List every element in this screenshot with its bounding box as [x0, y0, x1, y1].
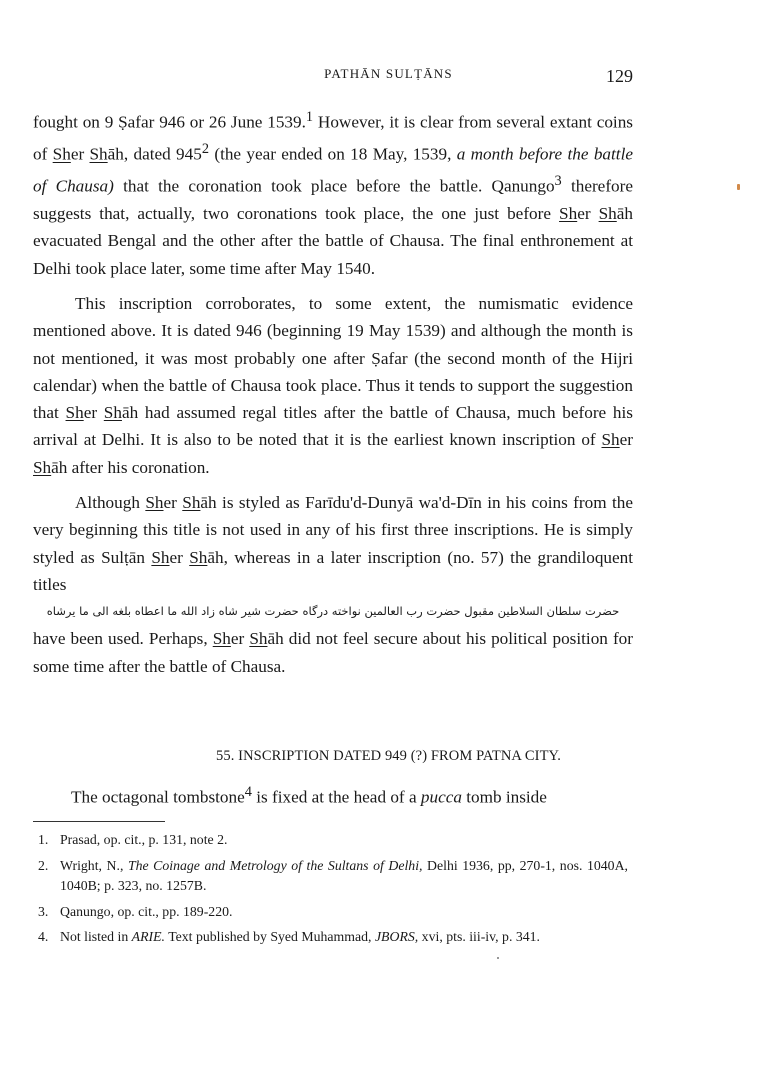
text-span: Delhi 1936, pp, 270-1, nos. 1040A, 1040B; p. 323, no. 1257B. — [60, 857, 628, 893]
underlined-digraph: Sh — [559, 204, 578, 224]
footnote-text: Qanungo, op. cit., pp. 189-220. — [60, 903, 233, 919]
text-span: er — [169, 547, 190, 567]
footnote-ref-2: 2 — [201, 141, 210, 158]
footnote-4 — [38, 927, 628, 948]
underlined-digraph: Sh — [145, 493, 164, 513]
footnote-3 — [38, 902, 628, 923]
text-span: āh, dated 945 — [107, 144, 202, 164]
text-span: Wright, N., — [60, 857, 128, 873]
underlined-digraph: Sh — [182, 493, 201, 513]
paper-speck — [737, 184, 740, 190]
underlined-digraph: Sh — [65, 403, 84, 423]
text-span: fought on 9 Ṣafar 946 or 26 June 1539. — [33, 112, 306, 132]
footnote-ref-3: 3 — [554, 173, 562, 190]
persian-titles: حضرت سلطان السلاطین مقبول حضرت رب العالمین نواخته درگاه حضرت شیر شاه زاد الله ما اعطاه بلغه الی ما یرشاه — [46, 604, 620, 619]
text-span: Although — [75, 493, 146, 513]
text-span: āh had assumed regal titles after the battle of Chausa, much before his arrival at Delhi. It is also to be noted that it is the earliest known inscription of — [33, 403, 633, 450]
italic-text: a month before the battle of Chausa) — [33, 144, 633, 196]
underlined-digraph: Sh — [212, 629, 231, 649]
text-span: have been used. Perhaps, — [33, 629, 213, 649]
text-span: er — [230, 629, 250, 649]
text-span: Not listed in — [60, 929, 132, 944]
text-span: Text published by Syed Muhammad, — [165, 929, 375, 944]
footnote-ref-1: 1 — [305, 109, 314, 125]
text-span: However, it is clear from several extant coins of — [33, 112, 633, 164]
italic-text: The Coinage and Metrology of the Sultans of Delhi, — [127, 857, 423, 873]
text-span: er — [619, 430, 633, 450]
footnote-rule — [33, 821, 165, 822]
footnote-1 — [38, 830, 628, 851]
underlined-digraph: Sh — [52, 144, 71, 164]
footnote-number: 4. — [38, 929, 49, 944]
italic-text: JBORS, — [374, 929, 419, 944]
underlined-digraph: Sh — [598, 204, 617, 224]
section-heading: 55. INSCRIPTION DATED 949 (?) FROM PATNA CITY. — [216, 748, 561, 764]
text-span: is fixed at the head of a — [251, 787, 421, 807]
footnote-number: 3. — [38, 903, 49, 919]
paragraph-1 — [33, 104, 633, 282]
footnotes — [38, 830, 628, 953]
underlined-digraph: Sh — [601, 430, 620, 450]
footnote-text — [60, 927, 628, 948]
footnote-2 — [38, 856, 628, 897]
paragraph-3-continued — [33, 625, 633, 680]
italic-text: pucca — [420, 787, 462, 807]
running-title: PATHĀN SULṬĀNS — [324, 66, 453, 81]
text-span: (the year ended on 18 May, 1539, — [209, 144, 457, 164]
text-span: āh did not feel secure about his political position for some time after the battle of Chausa. — [33, 629, 633, 676]
text-span: āh after his coronation. — [51, 457, 210, 477]
paragraph-3 — [33, 489, 633, 598]
text-span: tomb inside — [461, 787, 547, 807]
text-span: This inscription corroborates, to some extent, the numismatic evidence mentioned above. It is dated 946 (beginning 19 May 1539) and although the month is not mentioned, it was most probably one after Ṣafar (the second month of the Hijri calendar) when the battle of Chausa took place. Thus it tends to support the suggestion that — [33, 293, 633, 423]
section-paragraph — [33, 784, 633, 808]
text-span: āh, whereas in a later inscription (no. 57) the grandiloquent titles — [33, 547, 633, 594]
text-span: er — [83, 403, 104, 423]
underlined-digraph: Sh — [33, 457, 52, 477]
paper-dot — [497, 957, 499, 959]
text-span: xvi, pts. iii-iv, p. 341. — [418, 929, 540, 944]
page-number: 129 — [606, 66, 633, 86]
footnote-ref-4: 4 — [244, 784, 252, 800]
underlined-digraph: Sh — [103, 403, 122, 423]
underlined-digraph: Sh — [151, 547, 170, 567]
footnote-text: Prasad, op. cit., p. 131, note 2. — [60, 832, 228, 847]
italic-text: ARIE. — [131, 929, 165, 944]
text-span: The octagonal tombstone — [71, 787, 245, 807]
footnote-number: 1. — [38, 832, 49, 847]
body-text — [33, 104, 633, 680]
paragraph-2 — [33, 290, 633, 481]
underlined-digraph: Sh — [249, 629, 268, 649]
text-span: āh is styled as Farīdu'd-Dunyā wa'd-Dīn in his coins from the very beginning this title is not used in any of his first three inscriptions. He is simply styled as Sulṭān — [33, 493, 633, 567]
underlined-digraph: Sh — [89, 144, 108, 164]
text-span: er — [577, 204, 599, 224]
text-span: er — [163, 493, 183, 513]
footnote-text — [60, 856, 628, 897]
footnote-number: 2. — [38, 857, 49, 873]
underlined-digraph: Sh — [189, 547, 208, 567]
text-span: er — [70, 144, 90, 164]
text-span: therefore suggests that, actually, two coronations took place, the one just before — [33, 176, 633, 224]
text-span: āh evacuated Bengal and the other after the battle of Chausa. The final enthronement at Delhi took place later, some time after May 1540. — [33, 204, 633, 278]
text-span: that the coronation took place before the battle. Qanungo — [113, 176, 555, 196]
